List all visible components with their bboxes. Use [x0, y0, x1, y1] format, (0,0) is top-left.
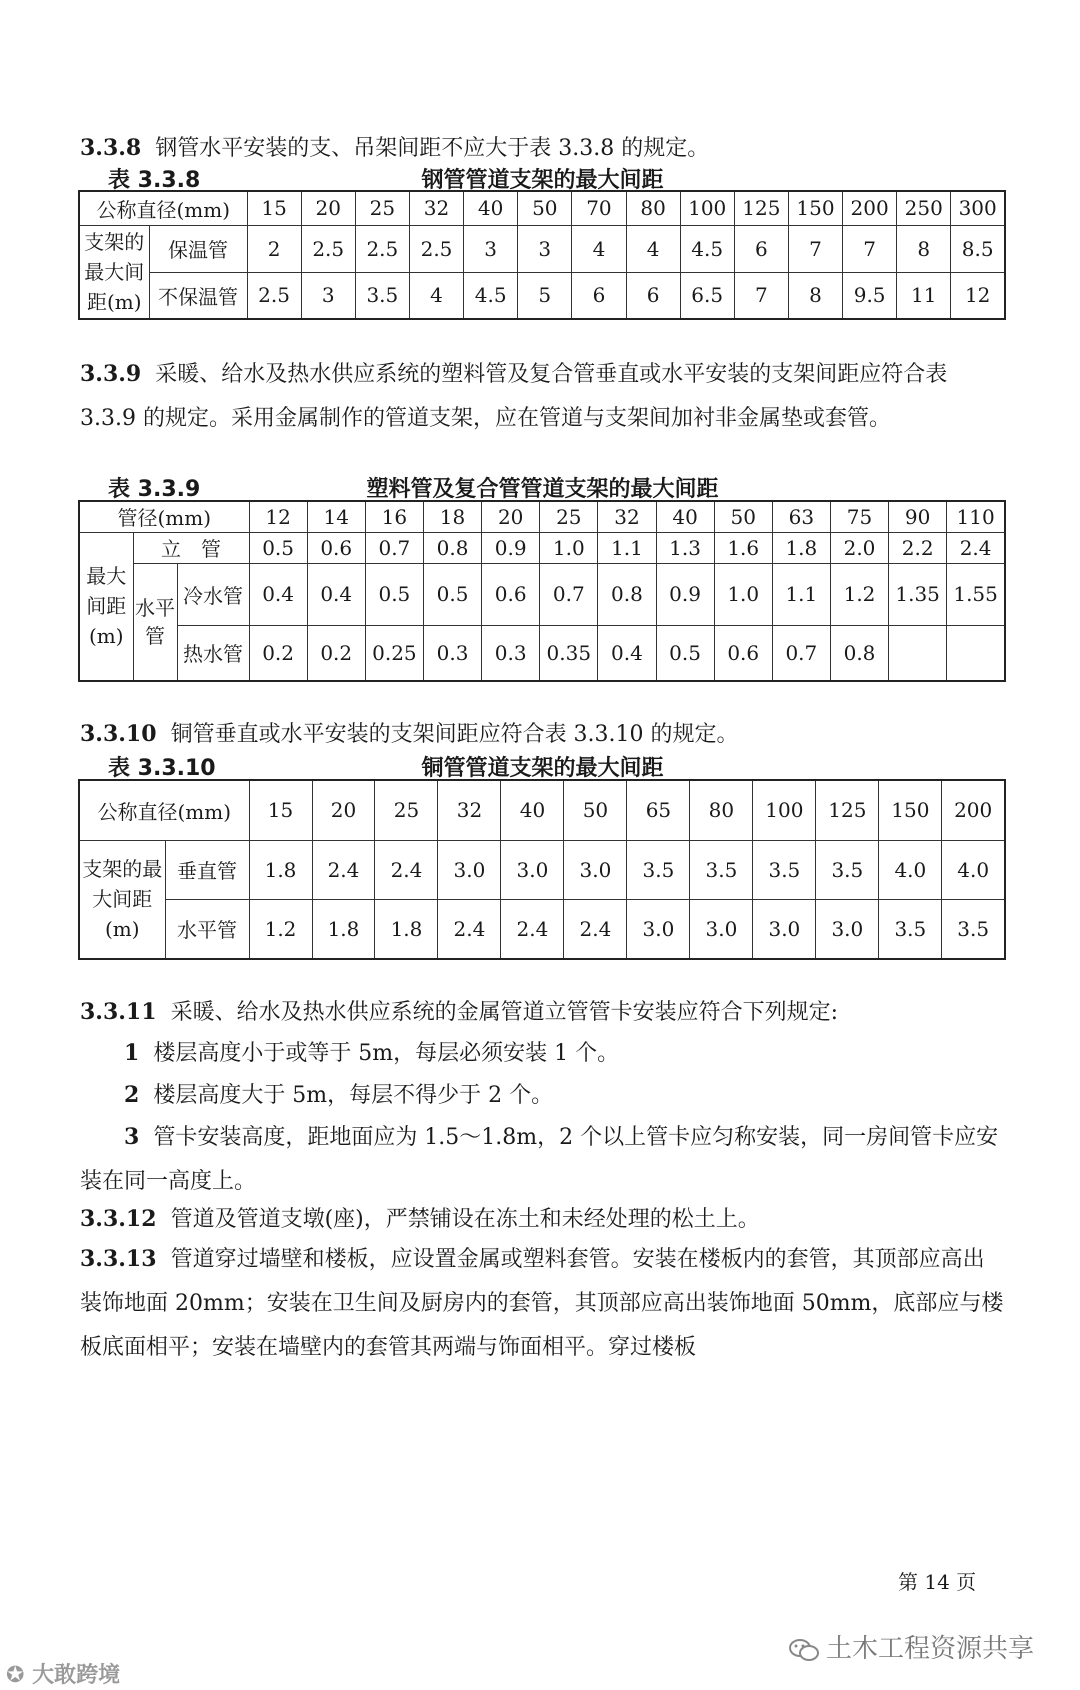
table-cell: 0.25 — [365, 625, 423, 681]
list-item-text: 楼层高度小于或等于 5m，每层必须安装 1 个。 — [153, 1041, 620, 1066]
table-cell: 25 — [540, 501, 598, 532]
table-cell: 0.6 — [307, 532, 365, 563]
clause-text: 采暖、给水及热水供应系统的塑料管及复合管垂直或水平安装的支架间距应符合表 3.3.9 的规定。采用金属制作的管道支架，应在管道与支架间加衬非金属垫或套管。 — [80, 362, 948, 431]
table-title: 塑料管及复合管管道支架的最大间距 — [366, 477, 719, 502]
table-cell: 3.0 — [816, 899, 879, 959]
table-cell: 2.5 — [355, 225, 409, 272]
logo-icon: ✪ — [6, 1663, 25, 1688]
row-label: 立 管 — [133, 532, 249, 563]
header-label: 公称直径(mm) — [79, 780, 249, 840]
table-cell: 80 — [626, 191, 680, 225]
table-cell: 2.4 — [501, 899, 564, 959]
table-cell: 16 — [365, 501, 423, 532]
table-cell: 32 — [438, 780, 501, 840]
table-cell: 7 — [788, 225, 842, 272]
table-cell: 2.5 — [409, 225, 463, 272]
table-cell: 2.4 — [312, 840, 375, 899]
table-cell: 1.8 — [772, 532, 830, 563]
table-cell: 0.7 — [365, 532, 423, 563]
table-header-row — [79, 501, 1005, 532]
header-label: 管径(mm) — [79, 501, 249, 532]
table-cell: 6 — [734, 225, 788, 272]
table-cell: 3.0 — [564, 840, 627, 899]
table-cell: 200 — [942, 780, 1005, 840]
table-cell: 0.35 — [540, 625, 598, 681]
table-cell: 4 — [572, 225, 626, 272]
table-cell: 0.8 — [830, 625, 888, 681]
table-cell: 0.5 — [423, 563, 481, 625]
table-cell: 150 — [788, 191, 842, 225]
table-cell: 1.8 — [249, 840, 312, 899]
clause-number: 3.3.8 — [80, 135, 142, 161]
table-cell: 7 — [734, 272, 788, 319]
row-label: 水平管 — [165, 899, 249, 959]
table-cell: 50 — [714, 501, 772, 532]
table-cell: 50 — [564, 780, 627, 840]
table-cell: 0.9 — [656, 563, 714, 625]
table-cell: 6 — [572, 272, 626, 319]
page-number: 第 14 页 — [898, 1570, 977, 1594]
table-cell: 0.3 — [423, 625, 481, 681]
table-cell: 15 — [247, 191, 301, 225]
list-item-number: 3 — [124, 1124, 140, 1150]
table-cell: 3.0 — [438, 840, 501, 899]
table-cell: 4 — [626, 225, 680, 272]
row-label: 不保温管 — [149, 272, 247, 319]
table-cell: 0.8 — [423, 532, 481, 563]
table-cell: 4.5 — [680, 225, 734, 272]
table-cell: 4 — [409, 272, 463, 319]
list-item — [124, 1073, 1004, 1118]
table-cell: 0.2 — [307, 625, 365, 681]
table-cell: 32 — [409, 191, 463, 225]
table-cell: 0.6 — [482, 563, 540, 625]
table-cell: 1.1 — [598, 532, 656, 563]
table-cell: 0.7 — [540, 563, 598, 625]
table-cell: 4.0 — [942, 840, 1005, 899]
table-cell: 1.0 — [540, 532, 598, 563]
table-cell: 200 — [843, 191, 897, 225]
table-cell: 75 — [830, 501, 888, 532]
table-cell: 9.5 — [843, 272, 897, 319]
table-cell: 125 — [816, 780, 879, 840]
table-row — [79, 225, 1005, 272]
row-label: 冷水管 — [177, 563, 249, 625]
list-item-text: 管卡安装高度，距地面应为 1.5～1.8m，2 个以上管卡应匀称安装，同一房间管卡应安装在同一高度上。 — [80, 1125, 999, 1194]
table-cell: 3.5 — [627, 840, 690, 899]
table-cell: 110 — [947, 501, 1005, 532]
watermark-text: 土木工程资源共享 — [826, 1634, 1035, 1664]
group-label: 支架的最大间距(m) — [79, 840, 165, 959]
table-caption — [80, 751, 1005, 779]
table-cell: 4.0 — [879, 840, 942, 899]
table-row — [79, 272, 1005, 319]
table-number: 表 3.3.8 — [108, 168, 201, 193]
table-cell: 1.2 — [830, 563, 888, 625]
table-row — [79, 840, 1005, 899]
table-cell: 2 — [247, 225, 301, 272]
table-cell: 25 — [375, 780, 438, 840]
table-cell: 1.2 — [249, 899, 312, 959]
table-cell: 3.5 — [942, 899, 1005, 959]
table-cell: 0.7 — [772, 625, 830, 681]
clause-number: 3.3.13 — [80, 1246, 157, 1272]
table-cell: 2.5 — [247, 272, 301, 319]
clause-number: 3.3.11 — [80, 999, 157, 1025]
watermark-wechat — [788, 1628, 1034, 1665]
table-cell: 1.8 — [312, 899, 375, 959]
table-cell: 0.4 — [307, 563, 365, 625]
table-cell: 14 — [307, 501, 365, 532]
clause-text: 钢管水平安装的支、吊架间距不应大于表 3.3.8 的规定。 — [155, 136, 710, 161]
table-cell: 0.3 — [482, 625, 540, 681]
table-cell: 3.0 — [627, 899, 690, 959]
table-cell: 150 — [879, 780, 942, 840]
table-cell: 40 — [464, 191, 518, 225]
list-item-number: 1 — [124, 1040, 140, 1066]
watermark-logo — [6, 1658, 120, 1689]
table-cell: 250 — [897, 191, 951, 225]
table-cell: 32 — [598, 501, 656, 532]
clause-number: 3.3.10 — [80, 721, 157, 747]
table-cell: 2.4 — [375, 840, 438, 899]
table-header-row — [79, 780, 1005, 840]
table-caption — [80, 472, 1005, 500]
clause-text: 管道穿过墙壁和楼板，应设置金属或塑料套管。安装在楼板内的套管，其顶部应高出装饰地面 20mm；安装在卫生间及厨房内的套管，其顶部应高出装饰地面 50mm，底部应与楼板底面相平；安装在墙壁内的套管其两端与饰面相平。穿过楼板 — [80, 1247, 1004, 1360]
row-label: 垂直管 — [165, 840, 249, 899]
table-cell: 2.2 — [889, 532, 947, 563]
table-cell: 3.0 — [690, 899, 753, 959]
table-cell — [947, 625, 1005, 681]
table-cell: 3 — [464, 225, 518, 272]
table-cell: 3.5 — [816, 840, 879, 899]
table-cell: 6 — [626, 272, 680, 319]
table-cell: 1.6 — [714, 532, 772, 563]
group-label: 最大间距(m) — [79, 532, 133, 681]
table-cell: 5 — [518, 272, 572, 319]
list-item — [124, 1031, 1004, 1076]
clause-number: 3.3.12 — [80, 1206, 157, 1232]
table-cell: 2.5 — [301, 225, 355, 272]
table-cell: 11 — [897, 272, 951, 319]
table-cell: 4.5 — [464, 272, 518, 319]
table-cell: 3.5 — [355, 272, 409, 319]
clause-text: 采暖、给水及热水供应系统的金属管道立管管卡安装应符合下列规定: — [170, 1000, 838, 1025]
table-cell: 1.35 — [889, 563, 947, 625]
table-cell: 40 — [501, 780, 564, 840]
table-row — [79, 563, 1005, 625]
table-cell: 18 — [423, 501, 481, 532]
table-cell: 12 — [249, 501, 307, 532]
table-cell: 20 — [301, 191, 355, 225]
table-cell: 0.2 — [249, 625, 307, 681]
table-cell: 63 — [772, 501, 830, 532]
table-cell: 80 — [690, 780, 753, 840]
table-cell: 0.9 — [482, 532, 540, 563]
table-cell: 1.3 — [656, 532, 714, 563]
table-caption — [80, 163, 1005, 191]
clause-3-3-13 — [80, 1237, 1005, 1370]
table-cell: 7 — [843, 225, 897, 272]
table-number: 表 3.3.9 — [108, 477, 201, 502]
clause-3-3-9 — [80, 352, 1005, 441]
table-cell: 0.4 — [249, 563, 307, 625]
table-cell: 8.5 — [951, 225, 1005, 272]
table-cell: 65 — [627, 780, 690, 840]
table-cell: 0.4 — [598, 625, 656, 681]
table-cell: 0.5 — [249, 532, 307, 563]
table-cell: 1.8 — [375, 899, 438, 959]
group-label: 支架的最大间距(m) — [79, 225, 149, 319]
table-cell: 2.4 — [947, 532, 1005, 563]
table-row — [79, 625, 1005, 681]
table-row — [79, 899, 1005, 959]
clause-text: 管道及管道支墩(座)，严禁铺设在冻土和未经处理的松土上。 — [170, 1207, 760, 1232]
table-cell: 2.4 — [438, 899, 501, 959]
table-cell: 20 — [312, 780, 375, 840]
copper-pipe-support-table — [78, 779, 1006, 960]
table-cell: 90 — [889, 501, 947, 532]
table-cell: 0.6 — [714, 625, 772, 681]
table-title: 钢管管道支架的最大间距 — [421, 168, 664, 193]
table-cell: 15 — [249, 780, 312, 840]
table-cell: 1.1 — [772, 563, 830, 625]
table-cell: 3.5 — [753, 840, 816, 899]
table-cell: 20 — [482, 501, 540, 532]
table-title: 铜管管道支架的最大间距 — [421, 756, 664, 781]
sub-group-label: 水平管 — [133, 563, 177, 681]
table-header-row — [79, 191, 1005, 225]
table-cell: 0.8 — [598, 563, 656, 625]
table-cell: 40 — [656, 501, 714, 532]
table-cell: 2.4 — [564, 899, 627, 959]
table-cell: 8 — [897, 225, 951, 272]
table-cell: 8 — [788, 272, 842, 319]
table-row — [79, 532, 1005, 563]
table-cell: 6.5 — [680, 272, 734, 319]
table-cell: 3 — [518, 225, 572, 272]
table-cell: 1.55 — [947, 563, 1005, 625]
table-cell: 25 — [355, 191, 409, 225]
table-cell: 3.0 — [753, 899, 816, 959]
steel-pipe-support-table — [78, 190, 1006, 320]
header-label: 公称直径(mm) — [79, 191, 247, 225]
list-item-text: 楼层高度大于 5m，每层不得少于 2 个。 — [153, 1083, 554, 1108]
table-number: 表 3.3.10 — [108, 756, 216, 781]
row-label: 热水管 — [177, 625, 249, 681]
table-cell: 50 — [518, 191, 572, 225]
table-cell: 300 — [951, 191, 1005, 225]
row-label: 保温管 — [149, 225, 247, 272]
clause-3-3-12 — [80, 1197, 1005, 1242]
list-item-number: 2 — [124, 1082, 140, 1108]
table-cell: 3 — [301, 272, 355, 319]
table-cell: 100 — [680, 191, 734, 225]
table-cell: 12 — [951, 272, 1005, 319]
list-item — [80, 1115, 1005, 1204]
wechat-icon — [788, 1637, 820, 1663]
table-cell: 125 — [734, 191, 788, 225]
clause-number: 3.3.9 — [80, 361, 142, 387]
table-cell: 3.5 — [690, 840, 753, 899]
table-cell: 2.0 — [830, 532, 888, 563]
table-cell: 1.0 — [714, 563, 772, 625]
plastic-pipe-support-table — [78, 500, 1006, 682]
table-cell: 0.5 — [365, 563, 423, 625]
table-cell: 100 — [753, 780, 816, 840]
table-cell: 3.5 — [879, 899, 942, 959]
table-cell: 70 — [572, 191, 626, 225]
table-cell — [889, 625, 947, 681]
clause-3-3-11 — [80, 990, 1005, 1035]
table-cell: 3.0 — [501, 840, 564, 899]
table-cell: 0.5 — [656, 625, 714, 681]
clause-text: 铜管垂直或水平安装的支架间距应符合表 3.3.10 的规定。 — [170, 722, 739, 747]
watermark-text: 大敢跨境 — [32, 1663, 121, 1688]
